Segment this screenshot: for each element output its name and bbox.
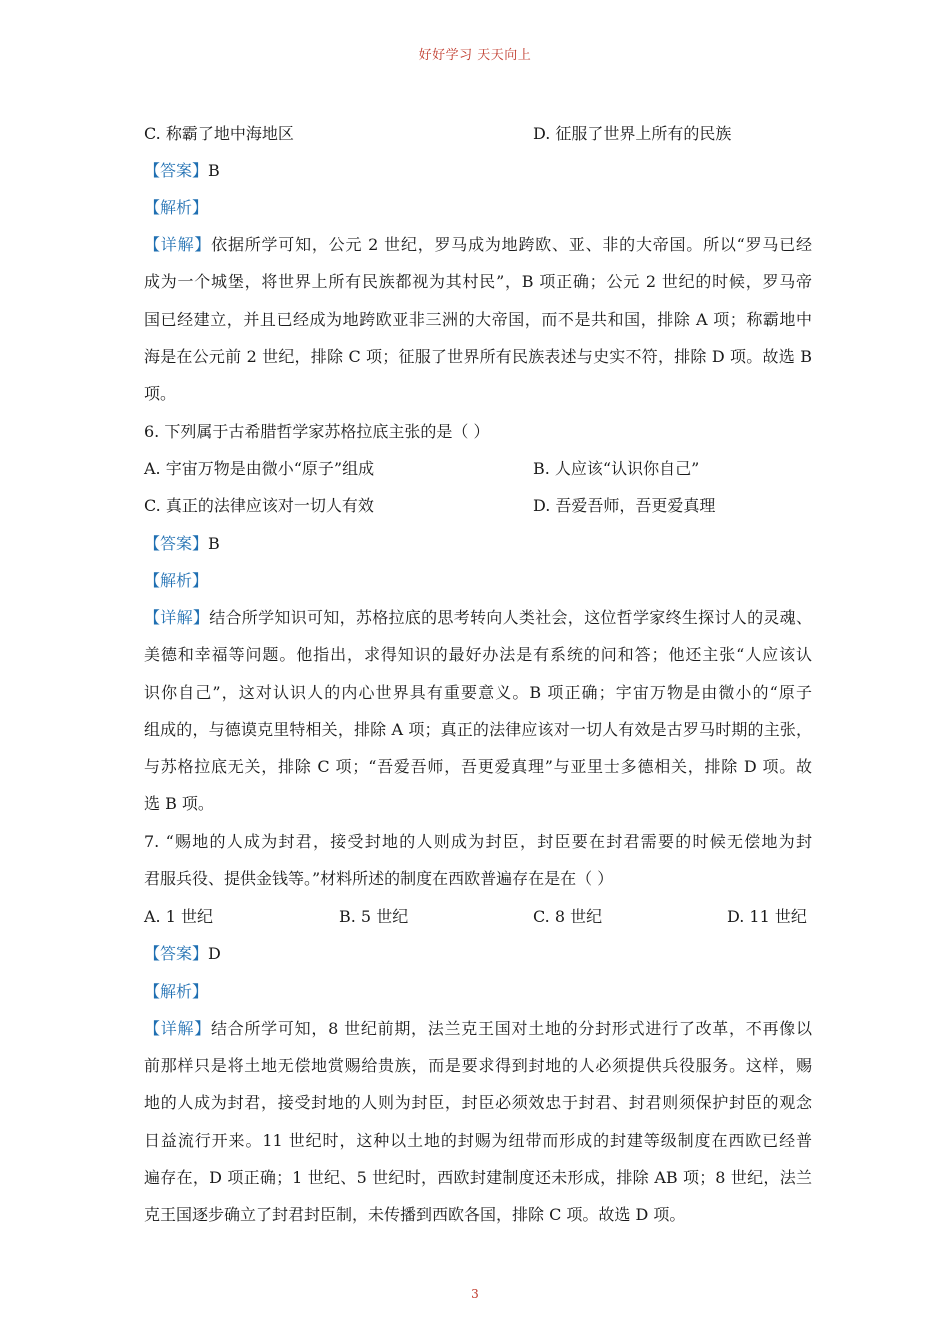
q7-detail-line-4: 日益流行开来。11 世纪时，这种以土地的封赐为纽带而形成的封建等级制度在西欧已经普 (144, 1131, 812, 1150)
q7-answer (144, 944, 812, 964)
q7-option-b: B. 5 世纪 (339, 907, 409, 926)
page-header: 好好学习 天天向上 (418, 48, 532, 63)
q5-detail-line-4: 海是在公元前 2 世纪，排除 C 项；征服了世界所有民族表述与史实不符，排除 D 项。故选 B (144, 347, 812, 366)
q5-option-c: C. 称霸了地中海地区 (144, 124, 294, 143)
q7-analysis-tag: 【解析】 (144, 982, 209, 1001)
q6-option-a: A. 宇宙万物是由微小“原子”组成 (144, 459, 375, 478)
q7-option-a: A. 1 世纪 (144, 907, 213, 926)
q5-answer (144, 161, 812, 181)
q6-detail-line-6: 选 B 项。 (144, 794, 214, 813)
q6-answer (144, 534, 812, 554)
q6-detail-line-3: 识你自己”，这对认识人的内心世界具有重要意义。B 项正确；宇宙万物是由微小的“原子 (144, 683, 812, 702)
q6-analysis-tag: 【解析】 (144, 571, 209, 590)
detail-text: 结合所学可知，8 世纪前期，法兰克王国对土地的分封形式进行了改革，不再像以 (210, 1019, 812, 1038)
q6-detail-line-5: 与苏格拉底无关，排除 C 项；“吾爱吾师，吾更爱真理”与亚里士多德相关，排除 D 项。故 (144, 757, 812, 776)
page-number: 3 (471, 1287, 479, 1301)
q5-detail-line-3: 国已经建立，并且已经成为地跨欧亚非三洲的大帝国，而不是共和国，排除 A 项；称霸地中 (144, 310, 812, 329)
q7-stem-line-1: 7. “赐地的人成为封君，接受封地的人则成为封臣，封臣要在封君需要的时候无偿地为封 (144, 832, 812, 851)
q7-option-d: D. 11 世纪 (727, 907, 807, 926)
answer-value: B (208, 534, 220, 553)
q6-option-c: C. 真正的法律应该对一切人有效 (144, 496, 374, 515)
q5-analysis-tag: 【解析】 (144, 198, 209, 217)
answer-tag: 【答案】 (144, 161, 209, 180)
answer-value: D (208, 944, 221, 963)
answer-value: B (208, 161, 220, 180)
detail-tag: 【详解】 (144, 235, 212, 254)
q6-detail-line-1 (144, 608, 812, 628)
q5-detail-line-5: 项。 (144, 384, 177, 403)
q7-detail-line-6: 克王国逐步确立了封君封臣制，未传播到西欧各国，排除 C 项。故选 D 项。 (144, 1205, 686, 1224)
answer-tag: 【答案】 (144, 944, 209, 963)
q6-option-d: D. 吾爱吾师，吾更爱真理 (533, 496, 716, 515)
q6-stem: 6. 下列属于古希腊哲学家苏格拉底主张的是（ ） (144, 422, 490, 441)
detail-tag: 【详解】 (144, 608, 210, 627)
q6-detail-line-4: 组成的，与德谟克里特相关，排除 A 项；真正的法律应该对一切人有效是古罗马时期的主张， (144, 720, 812, 739)
q5-detail-line-1 (144, 235, 812, 255)
q7-detail-line-2: 前那样只是将土地无偿地赏赐给贵族，而是要求得到封地的人必须提供兵役服务。这样，赐 (144, 1056, 812, 1075)
detail-text: 结合所学知识可知，苏格拉底的思考转向人类社会，这位哲学家终生探讨人的灵魂、 (209, 608, 812, 627)
q6-detail-line-2: 美德和幸福等问题。他指出，求得知识的最好办法是有系统的问和答；他还主张“人应该认 (144, 645, 812, 664)
q5-option-d: D. 征服了世界上所有的民族 (533, 124, 732, 143)
detail-tag: 【详解】 (144, 1019, 211, 1038)
q7-detail-line-3: 地的人成为封君，接受封地的人则为封臣，封臣必须效忠于封君、封君则须保护封臣的观念 (144, 1093, 812, 1112)
detail-text: 依据所学可知，公元 2 世纪，罗马成为地跨欧、亚、非的大帝国。所以“罗马已经 (211, 235, 812, 254)
q7-option-c: C. 8 世纪 (533, 907, 603, 926)
q7-detail-line-5: 遍存在，D 项正确；1 世纪、5 世纪时，西欧封建制度还未形成，排除 AB 项；8 世纪，法兰 (144, 1168, 812, 1187)
answer-tag: 【答案】 (144, 534, 209, 553)
q6-option-b: B. 人应该“认识你自己” (533, 459, 700, 478)
q7-stem-line-2: 君服兵役、提供金钱等。”材料所述的制度在西欧普遍存在是在（ ） (144, 869, 614, 888)
q5-detail-line-2: 成为一个城堡，将世界上所有民族都视为其村民”，B 项正确；公元 2 世纪的时候，罗马帝 (144, 272, 812, 291)
q7-detail-line-1 (144, 1019, 812, 1039)
